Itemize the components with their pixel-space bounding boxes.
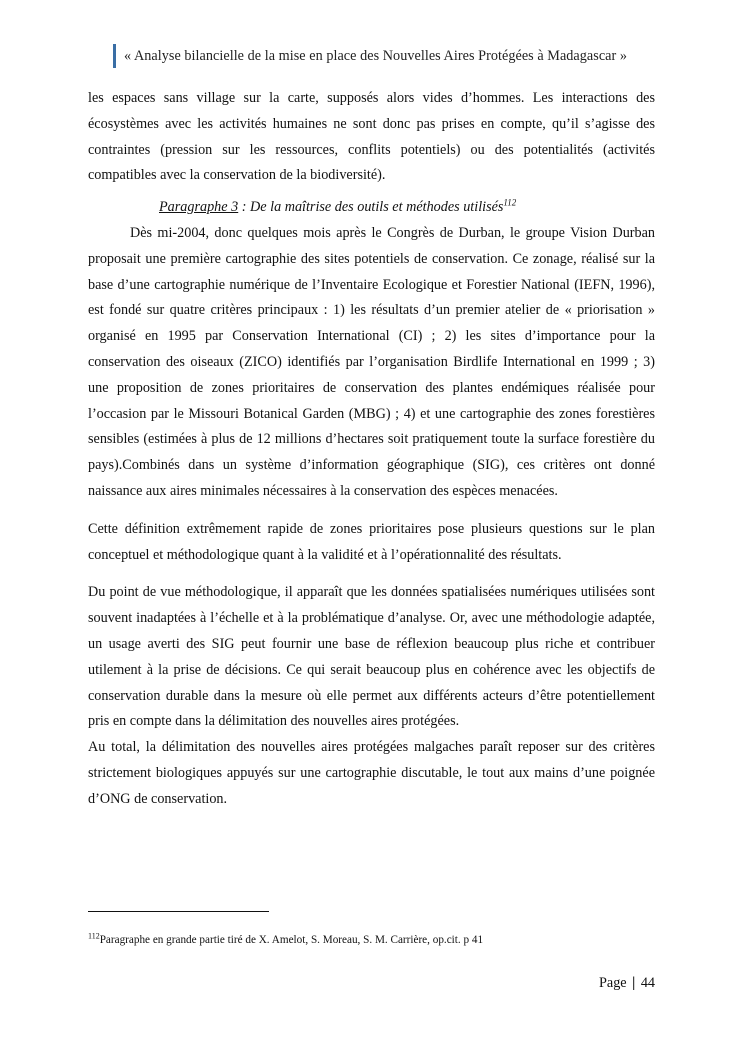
page-label: Page [599, 975, 627, 991]
subheading-label: Paragraphe 3 [159, 199, 239, 216]
page-number: 44 [640, 975, 655, 991]
footnote [88, 932, 483, 948]
paragraph-3: Cette définition extrêmement rapide de zones prioritaires pose plusieurs questions sur le plan conceptuel et méthodologique quant à la validité et à l’opérationnalité des résultats. [88, 520, 655, 563]
paragraph-1: les espaces sans village sur la carte, supposés alors vides d’hommes. Les interactions des écosystèmes avec les activités humaines ne sont donc pas prises en compte, qu’il s’agisse des contraintes (pression sur les ressources, conflits potentiels) ou des potentialités (activités compatibles avec la conservation de la biodiversité). [88, 90, 655, 184]
section-subheading [88, 195, 655, 221]
footnote-text: Paragraphe en grande partie tiré de X. Amelot, S. Moreau, S. M. Carrière, op.cit. p 41 [99, 934, 484, 946]
body-text [88, 86, 655, 813]
footnote-divider [88, 911, 269, 912]
subheading-text: : De la maîtrise des outils et méthodes utilisés [238, 199, 504, 216]
paragraph-4: Du point de vue méthodologique, il apparaît que les données spatialisées numériques utilisées sont souvent inadaptées à l’échelle et à la problématique d’analyse. Or, avec une méthodologie adaptée, un usage averti des SIG peut fournir une base de réflexion beaucoup plus riche et contribuer utilement à la prise de décisions. Ce qui serait beaucoup plus en cohérence avec les objectifs de conservation durable dans la mesure où elle permet aux différents acteurs d’être potentiellement pris en compte dans la délimitation des nouvelles aires protégées. [88, 584, 655, 730]
page-separator: | [632, 975, 636, 991]
footnote-number: 112 [88, 931, 100, 941]
header-title: « Analyse bilancielle de la mise en place des Nouvelles Aires Protégées à Madagascar » [124, 48, 628, 64]
paragraph-2: Dès mi-2004, donc quelques mois après le Congrès de Durban, le groupe Vision Durban proposait une première cartographie des sites potentiels de conservation. Ce zonage, réalisé sur la base d’une cartographie numérique de l’Inventaire Ecologique et Forestier National (IEFN, 1996), est fondé sur quatre critères principaux : 1) les résultats d’un premier atelier de « priorisation » organisé en 1995 par Conservation International (CI) ; 2) les sites d’importance pour la conservation des oiseaux (ZICO) identifiés par l’organisation Birdlife International en 1999 ; 3) une proposition de zones prioritaires de conservation des plantes endémiques réalisée pour l’occasion par le Missouri Botanical Garden (MBG) ; 4) et une cartographie des zones forestières sensibles (estimées à plus de 12 millions d’hectares soit pratiquement toute la surface forestière du pays).Combinés dans un système d’information géographique (SIG), ces critères ont donné naissance aux aires minimales nécessaires à la conservation des espèces menacées. [88, 224, 655, 499]
paragraph-5: Au total, la délimitation des nouvelles aires protégées malgaches paraît reposer sur des critères strictement biologiques appuyés sur une cartographie discutable, le tout aux mains d’une poignée d’ONG de conservation. [88, 739, 655, 807]
footnote-reference[interactable]: 112 [503, 197, 517, 208]
running-header [113, 44, 627, 68]
page-footer [599, 972, 655, 994]
